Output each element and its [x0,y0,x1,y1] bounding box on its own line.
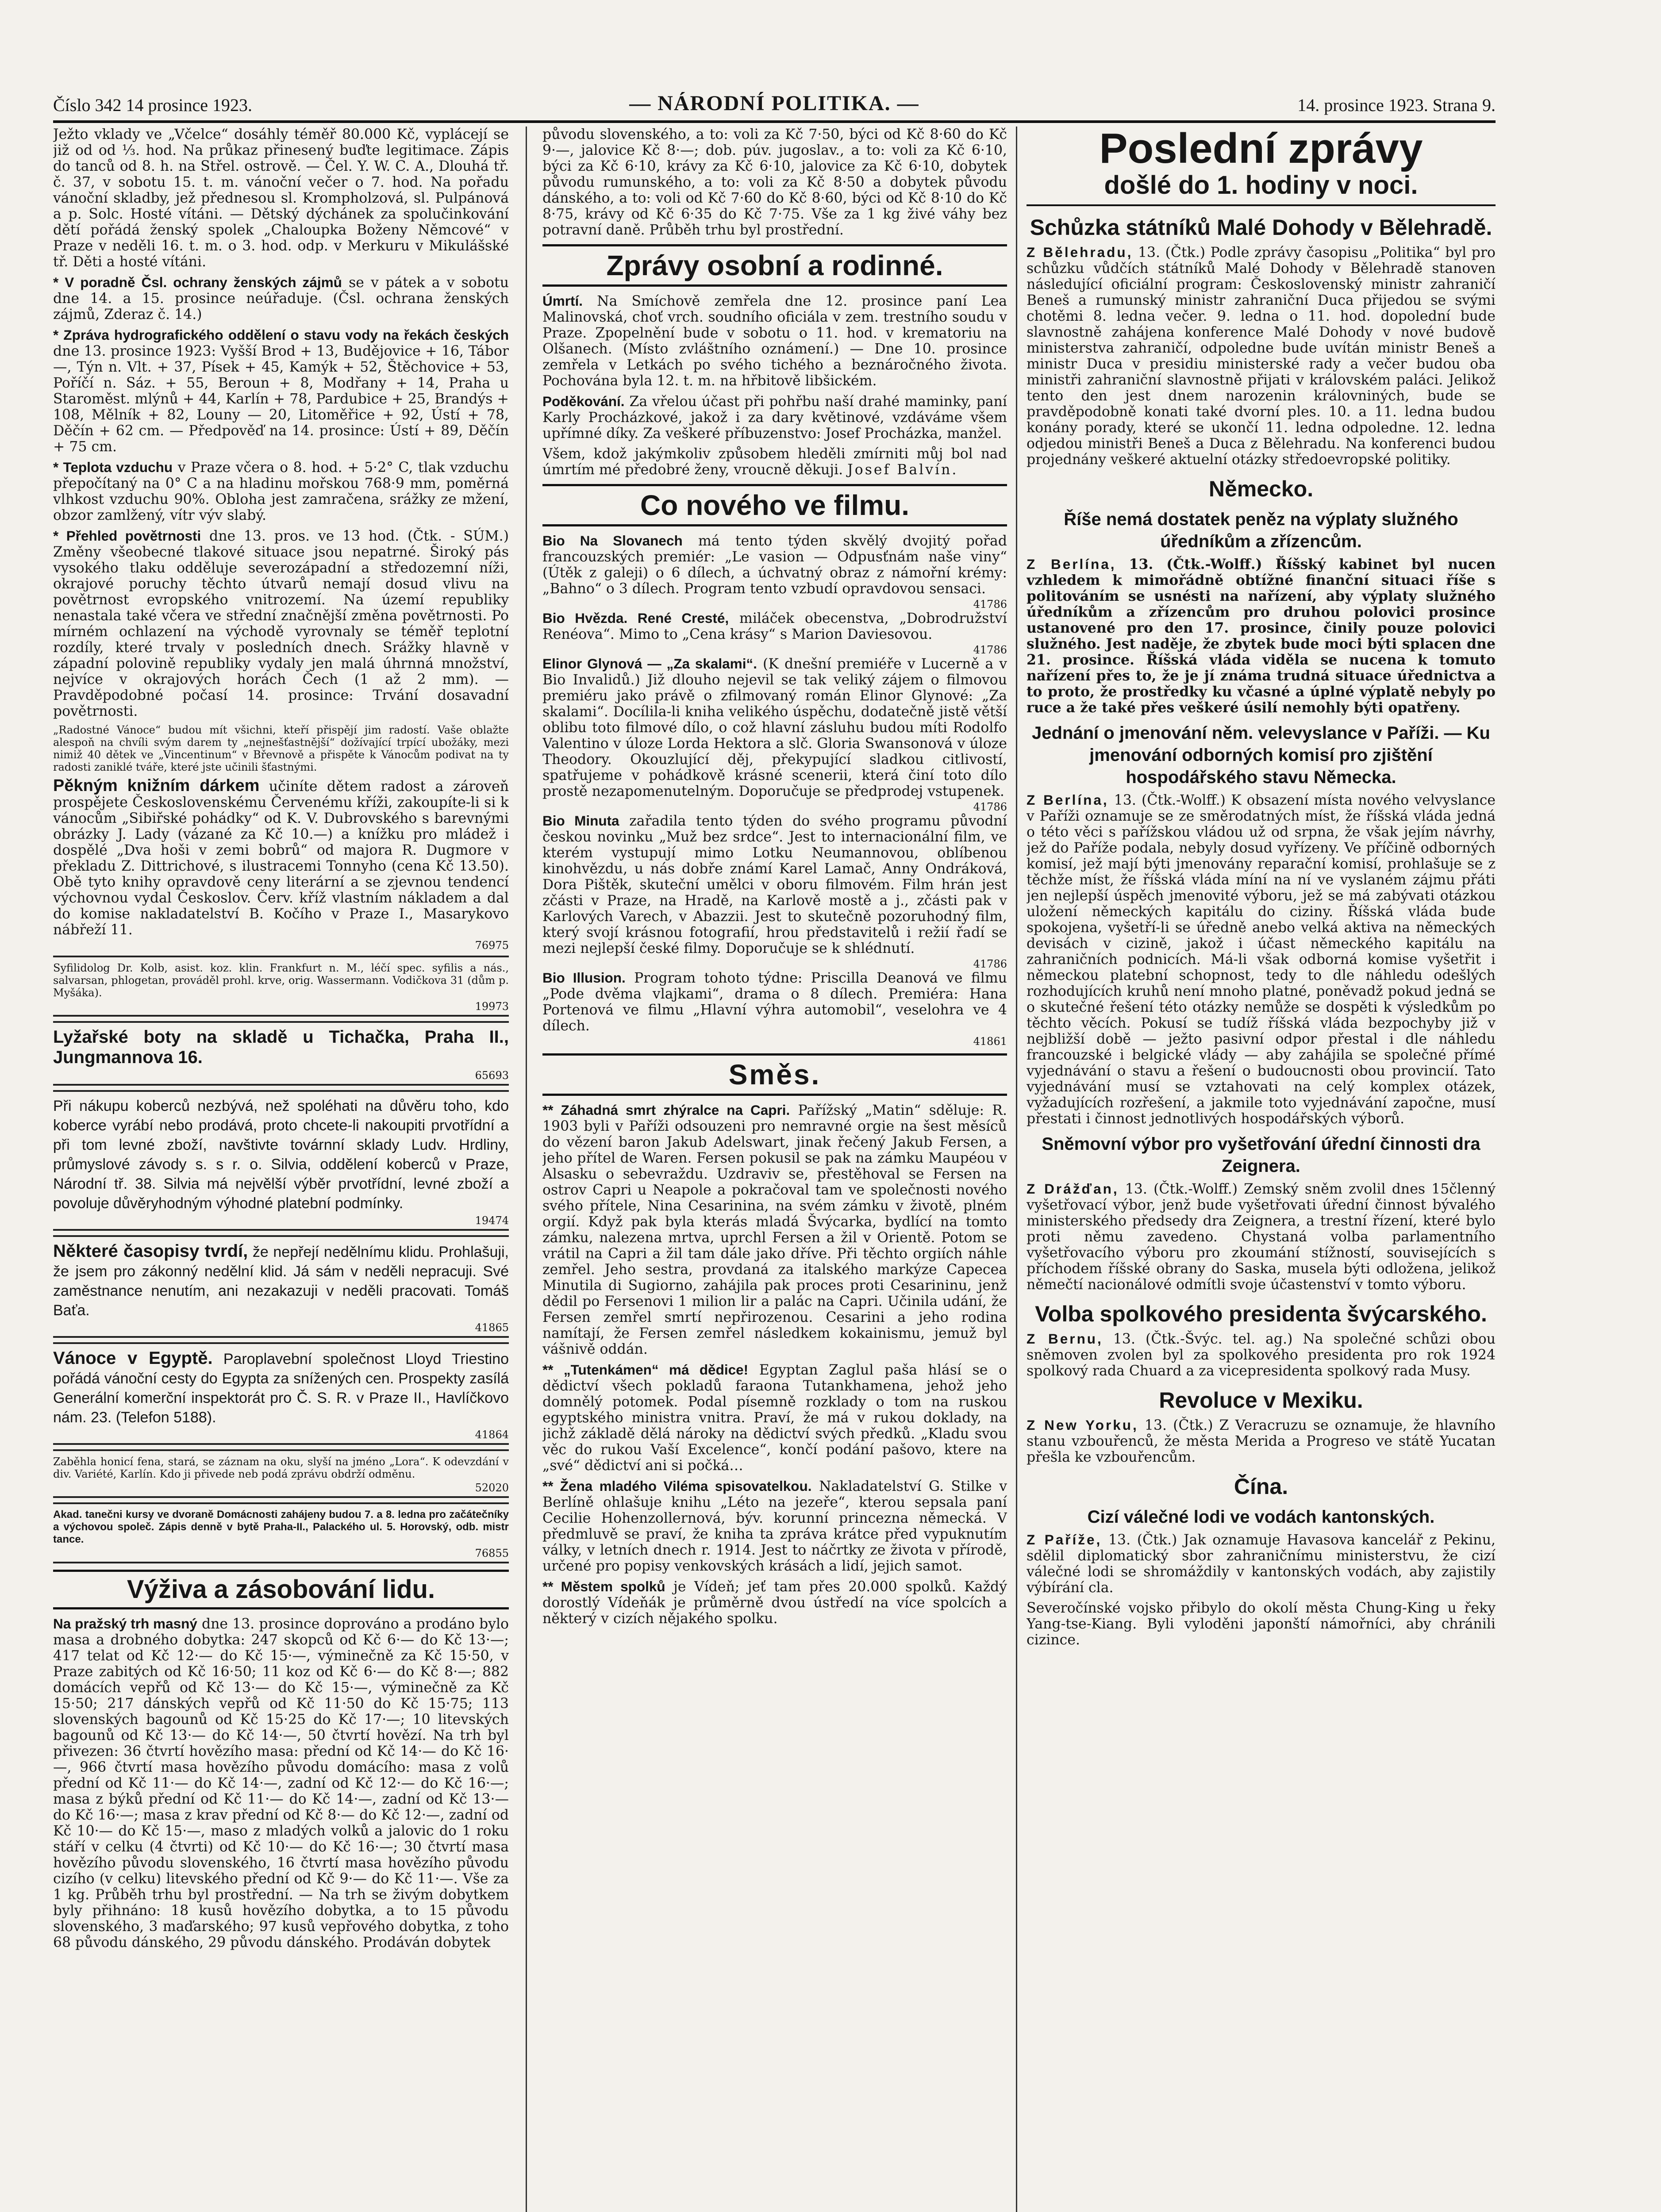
film-minuta [542,813,1007,956]
article-lead: Bio Na Slovanech [542,533,683,549]
article-lead: ** Žena mladého Viléma spisovatelkou. [542,1478,812,1494]
article-radostne-vanoce: „Radostné Vánoce“ budou mít všichni, kteří přispějí jim radostí. Vaše oblažte alespoň na chvíli svým darem ty „nejnešťastnější“ dožívající trpící ubožáky, mezi nimiž 40 dětek ve „Vincentinum“ v Břevnově a přispěte k Vánocům podivat na ty radosti zaniklé tváře, které jste učinili šťastnými. [53,724,509,773]
article-trh [53,1616,509,1951]
header-issue-date: Číslo 342 14 prosince 1923. [53,95,252,115]
ad-body: že nepřejí nedělnímu klidu. Prohlašuji, že jsem pro zákonný nedělní klid. Já sám v neděli nepracuji. Své zaměstnance nenutím, ani nezakazuji v neděli pracovati. Tomáš Baťa. [53,1244,509,1319]
column-3 [1027,127,1496,2212]
headline-svycarsko: Volba spolkového presidenta švýcarského. [1035,1302,1487,1326]
article-text: miláček obecenstva, „Dobrodružství Renéova“. Mimo to „Cena krásy“ s Marion Daviesovou. [542,611,1007,642]
ad-text [53,1027,509,1068]
article-tutenkamen [542,1362,1007,1474]
article-lead: Pěkným knižním dárkem [53,776,260,795]
article-text: 13. (Čtk.) Z Veracruzu se oznamuje, že hlavního stanu vzbouřenců, že města Merida a Progreso ve státě Yucatan přešla ke vzbouřencům. [1027,1417,1496,1465]
article-text: 13. (Čtk.-Wolff.) Říšský kabinet byl nucen vzhledem k mimořádně obtížné finanční situaci říše s politováním se usnésti na nařízení, aby výplaty služného úředníkům a zřízencům pro druhou polovici prosince ustanovené pro den 17. prosince, činily pouze polovici služného. Jest naděje, že zbytek bude moci býti splacen dne 21. prosince. Říšská vláda viděla se nucena k tomuto nařízení přes to, že je jí známa trudná situace úřednictva a to proto, že prostředky ku včasné a úplné výplatě nebyly po ruce a že také přes veškeré úsilí nemohly býti opatřeny. [1027,556,1496,716]
ad-number: 41786 [973,958,1007,970]
article-text: v Praze včera o 8. hod. + 5·2° C, tlak vzduchu přepočítaný na 0° C a na hladinu mořskou 768·9 mm, poměrná vlhkost vzduchu 90%. Obloha jest zamračena, srážky ze mžení, obzor zamlžený, vítr výv slabý. [53,460,509,523]
film-illusion [542,970,1007,1034]
ad-text [53,1348,509,1427]
article-lead: Na pražský trh masný [53,1616,197,1632]
ad-headline: Některé časopisy tvrdí, [53,1241,248,1261]
article-text: zařadila tento týden do svého programu původní českou novinku „Muž bez srdce“. Jest to internacionální film, ve kterém vystupují mimo Lotku Neumannovou, oblíbenou kinohvězdu, u nás dobře známí Karel Lamač, Anny Ondráková, Dora Pištěk, skuteční umělci v oboru filmovém. Film hrán jest zčásti v Praze, na Hradě, na Karlově mostě a j., zčásti pak v Karlových Varech, v Abazzii. Jest to skutečně pozoruhodný film, který svojí krásnou fotografií, hrou představitelů i režií řadí se mezi nejlepší české filmy. Doporučuje se k shlédnutí. [542,813,1007,956]
article-vcelka: Ježto vklady ve „Včelce“ dosáhly téměř 80.000 Kč, vyplácejí se již od od ⅓. hod. Na průkaz přinesený buďte legitimace. Zápis do tanců od 8. h. na Střel. ostrově. — Čel. Y. W. C. A., Dlouhá tř. č. 37, v sobotu 15. t. m. vánoční večer o 7. hod. Na pořadu vánoční skladby, jež přednesou sl. Krompholzová, sl. Pulpánová a p. Solc. Hosté vítáni. — Dětský dýchánek za spolučinkování dětí pořádá ženský spolek „Chaloupka Boženy Němcové“ v Praze v neděli 16. t. m. o 3. hod. odp. v Merkuru v Mikulášské tř. Děti a hosté vítáni. [53,127,509,270]
article-berlin-2 [1027,792,1496,1127]
ad-number: 41786 [973,598,1007,611]
article-lead: Bio Minuta [542,813,619,829]
article-text: Na Smíchově zemřela dne 12. prosince paní Lea Malinovská, choť vrch. soudního oficiála v zem. trestního soudu v Praze. Zpopelnění bude v sobotu o 11. hod. v krematoriu na Olšanech. (Místo zvláštního oznámení.) — Dne 10. prosince zemřela v Letkách po svého tichého a beznáročného života. Pochována byla 12. t. m. na hřbitově libšickém. [542,293,1007,389]
article-bern [1027,1331,1496,1379]
headline-cina: Čína. [1234,1474,1288,1499]
article-lead: Z Drážďan, [1027,1181,1119,1197]
headline-nemecko: Německo. [1208,476,1314,501]
article-text: Egyptan Zaglul paša hlásí se o dědictví všech pokladů faraona Tutankhamena, jehož jeho domnělý potomek. Podal písemně rozklady o tom na ruskou egyptského ministra vnitra. Praví, že má v rukou doklady, na jichž základě dělá nároky na dědictví svých předků. „Kladu svou věc do rukou Vaší Excelence“, končí podání pašovo, ktere na „své“ dědictví ani si počká… [542,1362,1007,1474]
article-lead: * Zpráva hydrografického oddělení o stavu vody na řekách českých [53,327,509,343]
ad-number: 76975 [475,939,509,952]
article-belehrad [1027,244,1496,468]
ad-bata [53,1235,509,1338]
article-lead: * V poradně Čsl. ochrany ženských zájmů [53,274,342,290]
article-text: Za vřelou účast při pohřbu naší drahé maminky, paní Karly Procházkové, jakož i za dary květinové, vzdáváme všem upřímné díky. Za veškeré příbuzenstvo: Josef Procházka, manžel. [542,394,1007,442]
article-trh-cont: původu slovenského, a to: voli za Kč 7·50, býci od Kč 8·60 do Kč 9·—, jalovice Kč 8·—; dob. púv. jugoslav., a to: voli za Kč 6·10, býci za Kč 6·10, krávy za Kč 6·10, jalovice za Kč 6·10, dobytek původu rumunského, a to: voli za Kč 8·50 a dobytek původu dánského, a to: voli od Kč 7·60 do Kč 8·60, býci od Kč 8·10 do Kč 8·75, krávy od Kč 6·35 do Kč 7·75. Vše za 1 kg živé váhy bez potravní daně. Průběh trhu byl prostřední. [542,127,1007,238]
article-lead: ** „Tutenkámen“ má dědice! [542,1362,749,1378]
masthead-title: — NÁRODNÍ POLITIKA. — [629,92,919,115]
article-hydro [53,327,509,455]
article-new-york [1027,1417,1496,1465]
article-lead: Z Berlína, [1027,556,1116,572]
ad-kolb [53,956,509,1017]
section-heading-vyziva: Výživa a zásobování lidu. [53,1570,509,1609]
article-text: (K dnešní premiéře v Lucerně a v Bio Invalidů.) Již dlouho nejevil se tak veliký zájem o filmovou premiéru jako právě o zfilmovaný román Elinor Glynové: „Za skalami“. Docílila-li kniha velikého úspěchu, dodatečně jistě větší oblibu toto filmové dílo, o což hlavní zásluhu budou míti Rodolfo Valentino v úloze Lorda Hektora a slč. Gloria Swansonová v úloze Theodory. Okouzlující děj, překypující sladkou citlivostí, spatřujeme v pohádkově krásné scenerii, která činí toto dílo prostě nezapomenutelným. Doporučuje se předprodej vstupenek. [542,656,1007,799]
article-lead: * Teplota vzduchu [53,459,173,475]
article-text: 13. (Čtk.) Podle zprávy časopisu „Politika“ byl pro schůzku vůdčích státníků Malé Dohody v Bělehradě stanoven následující oficiální program: Československý ministr zahraničí Beneš a rumunský ministr zahraniční Duca přijedou se svými chotěmi 8. ledna večer. 9. ledna o 11. hod. dopolední bude slavnostně zahájena konference Malé Dohody v nové budově ministerstva zahraničí, odpoledne bude uvítán ministr Beneš a ministr Duca v presidiu ministerské rady a večer budou oba ministři zahraniční slavnostně přijati v královském paláci. Jelikož tento den jest dnem narozenin královniných, bude se pravděpodobně konati také dvorní ples. 10. a 11. ledna budou konány porady, které se ukončí 11. ledna odpoledne. 12. ledna odjedou ministři Beneš a Duca z Bělehradu. Na konferenci budou projednány veškeré aktuelní otázky středoevropské politiky. [1027,245,1496,468]
article-text: 13. (Čtk.-Wolff.) K obsazení místa nového velvyslance v Paříži oznamuje se ze směrodatných míst, že říšská vláda jedná o této věci s pařížskou vládou už od srpna, že však jejím návrhy, jež do Paříže podala, nebyly dosud vyřízeny. Ve příčině odborných komisí, jež mají býti jmenovány reparační komisí, prohlašuje se z těchže míst, že říšská vláda míní na ní ve vyslaném zájmu přáti jen nejlepší úspěch jmenovité výboru, jež se má zabývati otázkou uložení německých kapitálu do ciziny. Říšská vláda bude spokojena, vyšetří-li se úředně anebo velká aktiva na německých devisách v cizině, jakož i účast německého kapitálu na zahraničních podnicích. Má-li však odborná komise vyšetřit i německou platební schopnost, tedy to dle náhledu odešlých rozhodujících kruhů není mnoho platné, poněvadž pokud jedná se o skutečné řešení této otázky nemůže se dospěti k výsledkům po těchto věcích. Pokusí se tudíž říšská vláda bezpochyby již v nejbližší době — ježto pasivní odpor přestal i dle náhledu francouzské i belgické vlády — aby zahájila se společné přímé vyjednávání o stavu a řešení o budoucnosti obou provincií. Tato vyjednávání musí se vztahovati na celý komplex otázek, vyžadujících rozřešení, a jakmile toto vyjednávání započne, musí přestati i činnost jednotlivých hospodářských výborů. [1027,792,1496,1127]
ad-number: 65693 [475,1069,509,1082]
article-knizni-darek [53,778,509,938]
article-spolky [542,1578,1007,1627]
ad-number: 41864 [475,1429,509,1441]
ad-number: 41786 [973,644,1007,656]
header-date-page: 14. prosince 1923. Strana 9. [1297,95,1496,115]
article-lead: ** Záhadná smrt zhýralce na Capri. [542,1102,790,1118]
headline-mexiko: Revoluce v Mexiku. [1159,1388,1363,1413]
article-lead: Z New Yorku, [1027,1417,1138,1433]
subheadline-kanton: Cizí válečné lodi ve vodách kantonských. [1087,1507,1435,1527]
article-lead: Z Bělehradu, [1027,244,1133,260]
article-lead: * Přehled povětrnosti [53,528,201,544]
ad-headline: Lyžařské boty na skladě u Tichačka, Praha II., Jungmannova 16. [53,1027,509,1067]
ad-egypt [53,1342,509,1445]
subheadline-rise: Říše nemá dostatek peněz na výplaty služného úředníkům a zřízencům. [1064,510,1458,551]
page-header [53,88,1496,124]
article-text: učiníte dětem radost a zároveň prospějete Československému Červenému kříži, zakoupíte-li si k vánocům „Sibiřské pohádky“ od K. V. Dubrovského s barevnými obrázky J. Lady (vázané za Kč 10.—) a knížku pro mládež i dospělé „Dva hoši v zemi bobrů“ od majora R. Dugmore v překladu Z. Dittrichové, s ilustracemi Tonnyho (cena Kč 13.50). Obě tyto knihy opravdově ceny literární a se zjevnou tendencí výchovnou vydal Českoslov. Červ. kříž vlastním nákladem a dal do komise nakladatelství B. Kočího v Praze I., Masarykovo nábřeží 11. [53,779,509,938]
ad-number: 52020 [475,1482,509,1494]
article-lead: Bio Illusion. [542,970,626,986]
ad-number: 41861 [973,1035,1007,1048]
ad-text: Akad. tanečni kursy ve dvoraně Domácnosti zahájeny budou 7. a 8. ledna pro začátečníky a výchovou společ. Zápis denně v bytě Praha-II., Palackého ul. 5. Horovský, odb. mistr tance. [53,1509,509,1545]
latest-news-subtitle: došlé do 1. hodiny v noci. [1027,171,1496,206]
article-text: 13. (Čtk.-Švýc. tel. ag.) Na společné schůzi obou sněmoven zvolen byl za spolkového presidenta pro rok 1924 spolkový rada Chuard a za vicepresidenta spolkový rada Musy. [1027,1331,1496,1379]
ad-text: Zaběhla honicí fena, stará, se záznam na oku, slyší na jméno „Lora“. K odevzdání v div. Variété, Karlín. Kdo ji přivede neb podá zprávu obdrží odměnu. [53,1455,509,1480]
article-drazdany [1027,1181,1496,1293]
section-heading-osobni: Zprávy osobní a rodinné. [542,244,1007,287]
article-capri [542,1102,1007,1357]
article-teplota [53,459,509,523]
notice-podekovani-2 [542,446,1007,478]
header-rule [53,120,1496,123]
column-divider-1 [526,127,527,2212]
article-text: 13. (Čtk.) Jak oznamuje Havasova kancelář z Pekinu, sdělil diplomatický sbor zahraničnímu ministerstvu, že cizí válečné lodi se shromáždily v kantonských vodách, aby zajistily výbírání cla. [1027,1532,1496,1596]
ad-koberce [53,1090,509,1231]
headline-zeigner: Sněmovní výbor pro vyšetřování úřední činnosti dra Zeignera. [1042,1134,1480,1176]
article-text: Všem, kdož jakýmkoliv způsobem hleděli zmírniti můj bol nad úmrtím mé předobré ženy, vroucně děkuji. [542,446,1007,478]
ad-number: 41865 [475,1321,509,1334]
film-hvezda [542,610,1007,642]
ad-number: 19474 [475,1214,509,1227]
film-za-skalami [542,656,1007,799]
article-berlin-1 [1027,556,1496,716]
ad-body: Paroplavební společnost Lloyd Triestino pořádá vánoční cesty do Egypta za snížených cen. Prospekty zasílá Generální komerční inspektorát pro Č. S. R. v Praze II., Havlíčkovo nám. 23. (Telefon 5188). [53,1351,509,1426]
article-lead: Poděkování. [542,393,625,409]
article-text: dne 13. pros. ve 13 hod. (Čtk. - SÚM.) Změny všeobecné tlakové situace jsou nepatrné. Široký pás vysokého tlaku odděluje severozápadní a středozemní níži, okrajové poruchy těchto útvarů nemají dosud vlivu na povětrnost evropského vnitrozemí. Na území republiky nenastala také včera ve střední značnější změna povětrnosti. Po mírném ochlazení na východě vyrovnaly se téměř teplotní rozdíly, které trvaly v posledních dnech. Srážky hlavně v západní polovině republiky vydaly jen malá úhrnná množství, nejvíce v okrajových horách Čech (1 až 2 mm). — Pravděpodobné počasí 14. prosince: Trvání dosavadní povětrnosti. [53,528,509,719]
ad-text: Při nákupu koberců nezbývá, než spoléhati na důvěru toho, kdo koberce vyrábí nebo prodává, proto chcete-li nakoupiti prvotřídní a při tom levné zboží, navštivte továrnní sklady Ludv. Hrdliny, průmyslové závody s. s r. o. Silvia, oddělení koberců v Praze, Národní tř. 38. Silvia má nejvělší výběr prvotřídní, levné zboží a povoluje důvěryhodným výhodné platební podmínky. [53,1098,509,1212]
notice-signature: Josef Balvín. [847,462,958,478]
article-vilem [542,1478,1007,1574]
article-text: 13. (Čtk.-Wolff.) Zemský sněm zvolil dnes 15členný vyšetřovací výbor, jenž bude vyšetřovati úřední činnost bývalého ministerského předsedy dra Zeignera, a trestní řízení, které bylo proti němu zavedeno. Chystaná volba parlamentního vyšetřovacího výboru pro zkoumání stížností, souvisejících s příchodem říšské obrany do Saska, musela býti odložena, jelikož němečtí nacionálové odmítli svoje účastenství v tomto výboru. [1027,1181,1496,1293]
section-heading-film: Co nového ve filmu. [542,484,1007,526]
article-pariz [1027,1532,1496,1596]
notice-umrti [542,293,1007,389]
notice-podekovani [542,393,1007,442]
headline-mala-dohoda: Schůzka státníků Malé Dohody v Bělehradě. [1030,215,1492,240]
article-text: se v pátek a v sobotu dne 14. a 15. prosince neúřaduje. (Čsl. ochrana ženských zájmů, Zderaz č. 14.) [53,275,509,323]
ad-tanecni-kursy [53,1502,509,1563]
article-lead: ** Městem spolků [542,1578,665,1594]
article-text: má tento týden skvělý dvojitý pořad francouzských premiér: „Le vasion — Odpusťnám naše viny“ (Útěk z galeji) o 6 dílech, a úchvatný obraz z námořní krémy: „Bahno“ o 3 dílech. Program tento vzbudí opravdovou sensaci. [542,533,1007,597]
article-text: Nakladatelství G. Stilke v Berlíně ohlašuje knihu „Léto na jezeře“, kterou sepsala paní Cecilie Hohenzollernová, býv. korunní princezna německá. V předmluvě se praví, že kniha ta zpráva krátce před vypuknutím války, v letních dnech r. 1914. Jest to náčrtky ze života v přírodě, určené pro popisy venkovských krásách a lidí, jejich samot. [542,1479,1007,1574]
article-lead: Úmrtí. [542,293,583,309]
ad-fena [53,1449,509,1498]
article-lead: Z Paříže, [1027,1532,1102,1548]
article-text: Program tohoto týdne: Priscilla Deanová ve filmu „Pode dvěma vlajkami“, drama o 8 dílech. Premiéra: Hana Portenová ve filmu „Hlavní výhra automobil“, veselohra ve 4 dílech. [542,970,1007,1034]
article-povetrnost [53,528,509,719]
article-lead: Z Berlína, [1027,792,1109,808]
article-ochrana [53,274,509,323]
article-lead: Bio Hvězda. René Cresté, [542,610,729,626]
column-2 [542,127,1007,2212]
column-1 [53,127,509,2212]
latest-news-title: Poslední zprávy [1099,127,1423,172]
article-text: Pařížský „Matin“ sděluje: R. 1903 byli v Paříži odsouzeni pro nemravné orgie na šest měsíců do vězení baron Jakub Adelswart, jinak řečený Jakub Fersen, a jeho přítel de Waren. Fersen pokusil se pak na zámku Maupéou v Alsasku o sebevraždu. Uzdraviv se, přestěhoval se Fersen na ostrov Capri u Neapole a pokračoval tam ve společnosti nového svého přítele, Nina Cesarinina, na svém zámku v životě, plném orgií. Když pak byla kterás mladá Švýcarka, bydlící na tomto zámku, nalezena mrtva, uprchl Fersen a žil v Orientě. Potom se vrátil na Capri a žil tam dále jako dříve. Při těchto orgiích náhle zemřel. Jeho sestra, provdaná za italského markýze Capecea Minutila di Sugiorno, zahájila pak proces proti Cesarininu, jenž dědil po Fersenovi 1 milion lir a palác na Capri. Učinila udání, že Fersen zemřel smrtí nepřirozenou. Cesarini a jeho rodina namítají, že Fersen zemřel následkem kokainismu, jemuž byl vášnivě oddán. [542,1102,1007,1357]
article-text: je Vídeň; jeť tam přes 20.000 spolků. Každý dorostlý Vídeňák je průměrně dvou ústředí na více spolcích a některý v cizích nějakého spolku. [542,1579,1007,1627]
ad-text: Syfilidolog Dr. Kolb, asist. koz. klin. Frankfurt n. M., léčí spec. syfilis a nás., salvarsan, phlogetan, prováděl prohl. krve, orig. Wassermann. Vodičkova 31 (dům p. Myšáka). [53,962,509,999]
ad-headline: Vánoce v Egyptě. [53,1348,213,1368]
ad-number: 41786 [973,801,1007,813]
film-slovany [542,533,1007,597]
ad-text [53,1241,509,1320]
column-divider-2 [1016,127,1017,2212]
article-text: dne 13. prosince 1923: Vyšší Brod + 13, Budějovice + 16, Tábor —, Týn n. Vlt. + 37, Písek + 45, Kamýk + 52, Štěchovice + 53, Poříčí n. Sáz. + 55, Beroun + 8, Modřany + 14, Praha u Staroměst. mlýnů + 44, Karlín + 78, Pardubice + 25, Brandýs + 108, Mělník + 82, Louny — 20, Litoměřice + 92, Ústí + 78, Děčín + 62 cm. — Předpověď na 14. prosince: Ústí + 89, Děčín + 75 cm. [53,343,509,455]
article-lead: Elinor Glynová — „Za skalami“. [542,656,757,672]
article-lead: Z Bernu, [1027,1331,1103,1347]
article-text: dne 13. prosince doprováno a prodáno bylo masa a drobného dobytka: 247 skopců od Kč 6·— do Kč 13·—; 417 telat od Kč 12·— do Kč 15·—, výminečně za Kč 15·50, v Praze zabitých od Kč 16·50; 11 koz od Kč 6·— do Kč 8·—; 882 domácích vepřů od Kč 13·— do Kč 15·—, výminečně za Kč 15·50; 217 dánských vepřů od Kč 11·50 do Kč 15·75; 113 slovenských bagounů od Kč 15·25 do Kč 17·—; 10 litevských bagounů od Kč 13·— do Kč 14·—, 50 čtvrtí hovězí. Na trh byl přivezen: 36 čtvrtí hovězího masa: přední od Kč 14·— do Kč 16·—, 966 čtvrtí masa hovězího původu domácího: masa z volů přední od Kč 11·— do Kč 14·—, zadní od Kč 12·— do Kč 16·—; masa z býků přední od Kč 11·— do Kč 14·—, zadní od Kč 13·— do Kč 16·—; masa z krav přední od Kč 8·— do Kč 12·—, zadní od Kč 10·— do Kč 15·—, maso z mladých volků a jalovic do 1 roku stáří v celku (4 čtvrti) od Kč 10·— do Kč 16·—; 30 čtvrtí masa hovězího původu slovenského, 16 čtvrtí masa hovězího původu cizího (v celku) litevského přední od Kč 9·— do Kč 11·—. Vše za 1 kg. Průběh trhu byl prostřední. — Na trh se živým dobytkem byly přihnáno: 18 kusů hovězího dobytka, a to 15 původu slovenského, 3 maďarského; 97 kusů vepřového dobytka, z toho 68 původu dánského, 29 původu dánského. Prodáván dobytek [53,1616,509,1951]
ad-number: 76855 [475,1547,509,1559]
headline-velevyslanec: Jednání o jmenování něm. velevyslance v Paříži. — Ku jmenování odborných komisí pro zjištění hospodářského stavu Německa. [1032,723,1490,787]
article-chung-king: Severočínské vojsko přibylo do okolí města Chung-King u řeky Yang-tse-Kiang. Byli vyloděni japonští námořníci, aby chránili cizince. [1027,1600,1496,1648]
ad-tichacek [53,1021,509,1086]
ad-number: 19973 [475,1000,509,1013]
section-heading-smes: Směs. [542,1053,1007,1096]
